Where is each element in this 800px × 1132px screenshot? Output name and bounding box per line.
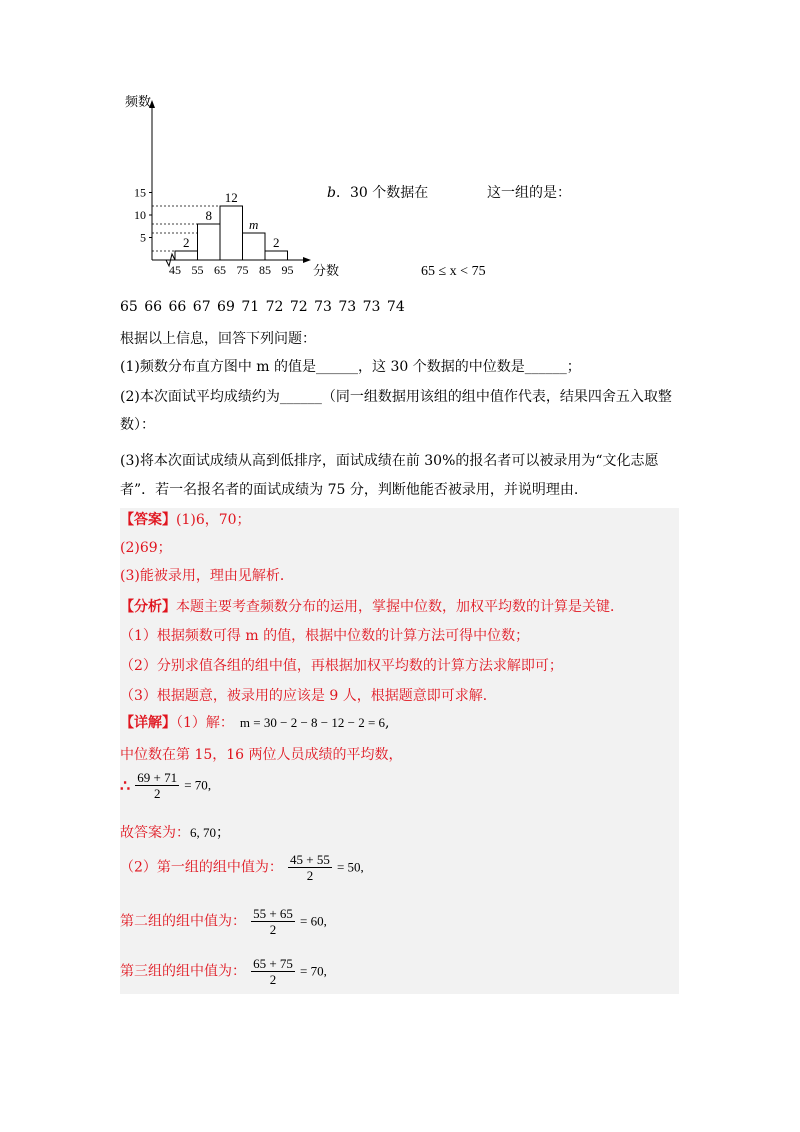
bar-85-95 — [265, 251, 288, 260]
data-line: 65 66 66 67 69 71 72 72 73 73 73 74 — [120, 299, 405, 315]
analysis-tag: 【分析】 — [120, 599, 176, 615]
part-b-text: ．30 个数据在 — [335, 185, 429, 201]
x-axis-label: 分数 — [313, 263, 340, 278]
group-3-midpoint: 第三组的组中值为： $\frac{65 + 75}{2}$ = 70, — [120, 956, 327, 987]
detail-tag: 【详解】 — [120, 715, 176, 731]
group-2-fraction — [251, 906, 295, 937]
x-tick-label-75: 75 — [236, 263, 249, 277]
x-tick-label-45: 45 — [169, 263, 181, 277]
y-tick-label-5: 5 — [140, 230, 146, 245]
x-tick-label-95: 95 — [281, 263, 294, 277]
group-3-result: = 70 — [300, 963, 324, 979]
median-formula: ∴ $\frac{69 + 71}{2}$ = 70, — [120, 770, 212, 801]
bar-label-45-55: 2 — [183, 235, 190, 250]
bar-75-85 — [243, 233, 266, 260]
y-tick-label-10: 10 — [134, 208, 146, 222]
detail-step-1: 【详解】（1）解： m = 30 − 2 − 8 − 12 − 2 = 6, — [120, 715, 390, 731]
detail-step-1-prefix: （1）解： — [176, 715, 234, 731]
group-1-numerator: 45 + 55 — [290, 852, 330, 867]
median-fraction-denominator: 2 — [153, 786, 161, 801]
bar-55-65 — [198, 224, 221, 260]
bar-45-55 — [175, 251, 198, 260]
answer-summary-value: 6, 70 — [190, 825, 216, 840]
x-axis-arrow — [303, 257, 311, 263]
group-3-numerator: 65 + 75 — [253, 956, 293, 971]
analysis-step-3: （3）根据题意，被录用的应该是 9 人，根据题意即可求解． — [120, 688, 497, 704]
question-1: (1)频数分布直方图中 m 的值是______，这 30 个数据的中位数是______； — [120, 359, 581, 375]
y-axis-label: 频数 — [125, 94, 152, 109]
x-tick-label-55: 55 — [191, 263, 204, 277]
group-3-label: 第三组的组中值为： — [120, 963, 246, 980]
group-1-denominator: 2 — [306, 868, 314, 883]
intro-text: 根据以上信息，回答下列问题： — [120, 331, 316, 347]
answer-line-1 — [120, 510, 251, 530]
group-1-result: = 50 — [336, 859, 361, 875]
group-2-result: = 60 — [300, 913, 324, 929]
analysis-step-2: （2）分别求值各组的组中值，再根据加权平均数的计算方法求解即可； — [120, 658, 563, 674]
group-1-label: （2）第一组的组中值为： — [120, 859, 283, 876]
histogram-chart — [115, 90, 340, 290]
y-tick-label-15: 15 — [134, 185, 146, 200]
answer-3: (3)能被录用，理由见解析． — [120, 568, 294, 584]
question-2-line-1: (2)本次面试平均成绩约为______（同一组数据用该组的组中值作代表，结果四舍五入取整 — [120, 389, 672, 405]
analysis-step-1: （1）根据频数可得 m 的值，根据中位数的计算方法可得中位数； — [120, 628, 530, 644]
answer-1: (1)6，70； — [176, 512, 251, 528]
therefore-symbol: ∴ — [120, 776, 131, 795]
x-tick-label-65: 65 — [214, 263, 226, 277]
question-2-line-2: 数）： — [120, 417, 155, 433]
part-b-letter: b — [327, 185, 336, 201]
bar-label-75-85: m — [249, 217, 259, 232]
group-2-label: 第二组的组中值为： — [120, 913, 246, 930]
group-2-numerator: 55 + 65 — [253, 906, 293, 921]
group-1-fraction — [288, 852, 332, 883]
part-b-range: 65 ≤ x < 75 — [421, 264, 486, 279]
part-b-suffix: 这一组的是： — [487, 185, 571, 201]
bar-65-75 — [220, 206, 243, 260]
question-3-line-1: (3)将本次面试成绩从高到低排序，面试成绩在前 30%的报名者可以被录用为“文化志愿 — [120, 453, 659, 469]
group-2-denominator: 2 — [269, 922, 277, 937]
analysis-text: 本题主要考查频数分布的运用，掌握中位数，加权平均数的计算是关键． — [176, 599, 624, 615]
question-3-line-2: 者”．若一名报名者的面试成绩为 75 分，判断他能否被录用，并说明理由. — [120, 482, 579, 498]
answer-summary-label: 故答案为： — [120, 825, 190, 841]
median-fraction-numerator: 69 + 71 — [137, 770, 178, 785]
group-3-denominator: 2 — [269, 972, 277, 987]
bar-label-85-95: 2 — [273, 235, 280, 250]
bar-label-55-65: 8 — [205, 208, 212, 223]
group-1-midpoint: （2）第一组的组中值为： $\frac{45 + 55}{2}$ = 50, — [120, 852, 364, 883]
group-3-fraction — [251, 956, 295, 987]
median-result: = 70 — [184, 777, 208, 793]
median-fraction — [135, 770, 179, 801]
analysis-line — [120, 597, 624, 617]
bar-label-65-75: 12 — [224, 190, 238, 205]
x-tick-label-85: 85 — [259, 263, 271, 277]
answer-summary: 故答案为：6, 70； — [120, 825, 230, 841]
detail-m-equation: m = 30 − 2 − 8 − 12 − 2 = 6 — [239, 715, 386, 730]
median-text: 中位数在第 15，16 两位人员成绩的平均数， — [120, 747, 403, 763]
group-2-midpoint: 第二组的组中值为： $\frac{55 + 65}{2}$ = 60, — [120, 906, 327, 937]
answer-tag: 【答案】 — [120, 512, 176, 528]
part-b-label — [327, 183, 428, 203]
answer-2: (2)69； — [120, 540, 172, 556]
